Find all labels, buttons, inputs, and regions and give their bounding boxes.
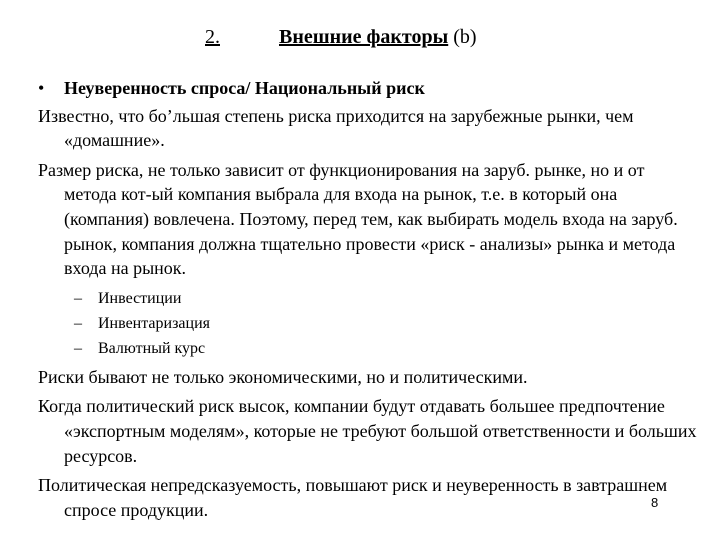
risk-sublist [74, 286, 698, 361]
dash-icon: – [74, 289, 82, 307]
paragraph: Известно, что бо’льшая степень риска приходится на зарубежные рынки, чем «домашние». [38, 105, 634, 151]
list-item [74, 336, 698, 361]
title-text: Внешние факторы [279, 26, 449, 48]
dash-icon: – [74, 339, 82, 357]
slide-title [205, 26, 477, 49]
paragraph: Размер риска, не только зависит от функционирования на заруб. рынке, но и от метода кот-ый компания выбрала для входа на рынок, т.е. в который она (компания) вовлечена. Поэтому, перед тем, как выбирать модель входа на заруб. рынок, компания должна тщательно провести «риск - анализы» рынка и метода входа на рынок. [38, 159, 678, 279]
dash-icon: – [74, 314, 82, 332]
paragraph: Политическая непредсказуемость, повышают риск и неуверенность в завтрашнем спросе продукции. [38, 475, 668, 520]
page-number: 8 [651, 495, 659, 510]
slide-body [38, 76, 698, 527]
list-item [74, 286, 698, 311]
section-number: 2. [205, 26, 220, 48]
bullet-heading-text: Неуверенность спроса/ Национальный риск [64, 78, 425, 98]
paragraph: Риски бывают не только экономическими, но и политическими. [38, 366, 528, 387]
list-item-label: Инвентаризация [98, 314, 210, 332]
title-suffix: (b) [448, 26, 477, 48]
list-item-label: Валютный курс [98, 339, 206, 357]
list-item-label: Инвестиции [98, 289, 182, 307]
bullet-heading [38, 76, 698, 101]
list-item [74, 311, 698, 336]
paragraph: Когда политический риск высок, компании будут отдавать большее предпочтение «экспортным моделям», которые не требуют большой ответственности и больших ресурсов. [38, 396, 697, 466]
bullet-icon: • [38, 78, 45, 98]
